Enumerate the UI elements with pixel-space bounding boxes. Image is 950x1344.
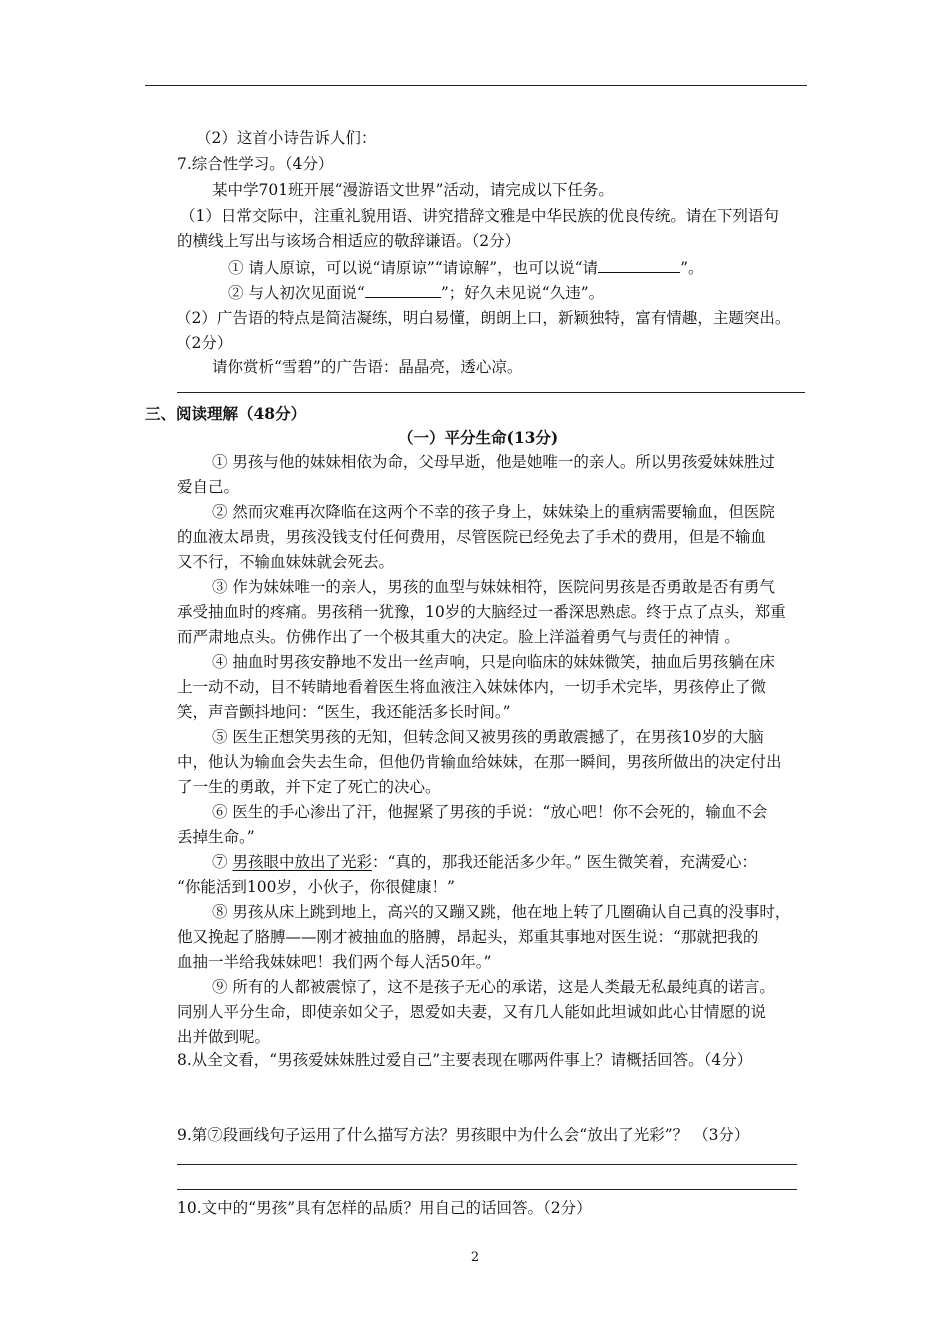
para-4-line-2: 上一动不动，目不转睛地看着医生将血液注入妹妹体内，一切手术完毕，男孩停止了微 xyxy=(177,678,767,696)
q7-item2-prefix: ② 与人初次见面说“ xyxy=(228,284,365,302)
q7-item1-suffix: ”。 xyxy=(680,259,704,277)
page-number: 2 xyxy=(470,1250,480,1265)
q7-part1-line2: 的横线上写出与该场合相适应的敬辞谦语。（2分） xyxy=(177,232,521,250)
para-9-line-1: ⑨ 所有的人都被震惊了，这不是孩子无心的承诺，这是人类最无私最纯真的诺言。 xyxy=(212,978,775,996)
article-title: （一）平分生命(13分) xyxy=(398,428,559,447)
q7-item2 xyxy=(228,282,604,303)
answer-blank-2[interactable] xyxy=(365,282,441,298)
para-8-line-1: ⑧ 男孩从床上跳到地上，高兴的又蹦又跳，他在地上转了几圈确认自己真的没事时， xyxy=(212,903,791,921)
para-2-line-1: ② 然而灾难再次降临在这两个不幸的孩子身上，妹妹染上的重病需要输血，但医院 xyxy=(212,503,775,521)
q6-part2: （2）这首小诗告诉人们： xyxy=(196,129,377,147)
q7-part2-line1: （2）广告语的特点是简洁凝练，明白易懂，朗朗上口，新颖独特，富有情趣，主题突出。 xyxy=(176,309,791,327)
para-2-line-2: 的血液太昂贵，男孩没钱支付任何费用，尽管医院已经免去了手术的费用，但是不输血 xyxy=(177,528,767,546)
q7-item1 xyxy=(228,257,704,278)
q7-item2-suffix: ”；好久未见说“久违”。 xyxy=(440,284,605,302)
para-6-line-1: ⑥ 医生的手心渗出了汗，他握紧了男孩的手说：“放心吧！你不会死的，输血不会 xyxy=(212,803,768,821)
header-rule xyxy=(145,85,807,86)
para-3-line-3: 而严肃地点头。仿佛作出了一个极其重大的决定。脸上洋溢着勇气与责任的神情 。 xyxy=(177,628,740,646)
q7-part2-line2: （2分） xyxy=(176,334,233,352)
para-3-line-1: ③ 作为妹妹唯一的亲人，男孩的血型与妹妹相符，医院问男孩是否勇敢是否有勇气 xyxy=(212,578,775,596)
question-9: 9.第⑦段画线句子运用了什么描写方法？男孩眼中为什么会“放出了光彩”？ （3分） xyxy=(177,1126,750,1144)
question-10: 10.文中的“男孩”具有怎样的品质？用自己的话回答。（2分） xyxy=(177,1199,592,1217)
para-4-line-3: 笑，声音颤抖地问：“医生，我还能活多长时间。” xyxy=(177,703,511,721)
para-1-line-2: 爱自己。 xyxy=(177,478,240,496)
para-9-line-2: 同别人平分生命，即使亲如父子，恩爱如夫妻，又有几人能如此坦诚如此心甘情愿的说 xyxy=(177,1003,767,1021)
para-4-line-1: ④ 抽血时男孩安静地不发出一丝声响，只是向临床的妹妹微笑，抽血后男孩躺在床 xyxy=(212,653,775,671)
q7-part1-line1: （1）日常交际中，注重礼貌用语、讲究措辞文雅是中华民族的优良传统。请在下列语句 xyxy=(180,207,779,225)
answer-line-q9-1[interactable] xyxy=(177,1164,797,1165)
para-7-line-2: “你能活到100岁，小伙子，你很健康！” xyxy=(177,878,455,896)
answer-line-q9-2[interactable] xyxy=(177,1189,797,1190)
para-5-line-3: 了一生的勇敢，并下定了死亡的决心。 xyxy=(177,778,441,796)
para-5-line-2: 中，他认为输血会失去生命，但他仍肯输血给妹妹，在那一瞬间，男孩所做出的决定付出 xyxy=(177,753,782,771)
para-8-line-2: 他又挽起了胳膊——刚才被抽血的胳膊，昂起头，郑重其事地对医生说：“那就把我的 xyxy=(177,928,759,946)
q7-part2-task: 请你赏析“雪碧”的广告语：晶晶亮，透心凉。 xyxy=(212,358,523,376)
para-7-number: ⑦ xyxy=(212,853,233,871)
q7-intro: 某中学701班开展“漫游语文世界”活动，请完成以下任务。 xyxy=(212,181,614,199)
para-3-line-2: 承受抽血时的疼痛。男孩稍一犹豫，10岁的大脑经过一番深思熟虑。终于点了点头，郑重 xyxy=(177,603,786,621)
para-8-line-3: 血抽一半给我妹妹吧！我们两个每人活50年。” xyxy=(177,953,492,971)
para-6-line-2: 丢掉生命。” xyxy=(177,828,255,846)
q7-title: 7.综合性学习。（4分） xyxy=(177,155,334,173)
para-9-line-3: 出并做到呢。 xyxy=(177,1028,271,1046)
answer-blank-1[interactable] xyxy=(598,257,680,273)
answer-line-q7[interactable] xyxy=(177,392,805,393)
para-2-line-3: 又不行，不输血妹妹就会死去。 xyxy=(177,553,395,571)
section-title: 三、阅读理解（48分） xyxy=(145,404,307,423)
q7-item1-prefix: ① 请人原谅，可以说“请原谅”“请谅解”，也可以说“请 xyxy=(228,259,599,277)
underlined-sentence: 男孩眼中放出了光彩 xyxy=(232,853,372,871)
para-5-line-1: ⑤ 医生正想笑男孩的无知，但转念间又被男孩的勇敢震撼了，在男孩10岁的大脑 xyxy=(212,728,764,746)
question-8: 8.从全文看，“男孩爱妹妹胜过爱自己”主要表现在哪两件事上？请概括回答。（4分） xyxy=(177,1051,753,1069)
para-7-rest: ：“真的，那我还能活多少年。” 医生微笑着，充满爱心： xyxy=(371,853,757,871)
para-7-line-1 xyxy=(212,852,757,872)
para-1-line-1: ① 男孩与他的妹妹相依为命，父母早逝，他是她唯一的亲人。所以男孩爱妹妹胜过 xyxy=(212,453,775,471)
